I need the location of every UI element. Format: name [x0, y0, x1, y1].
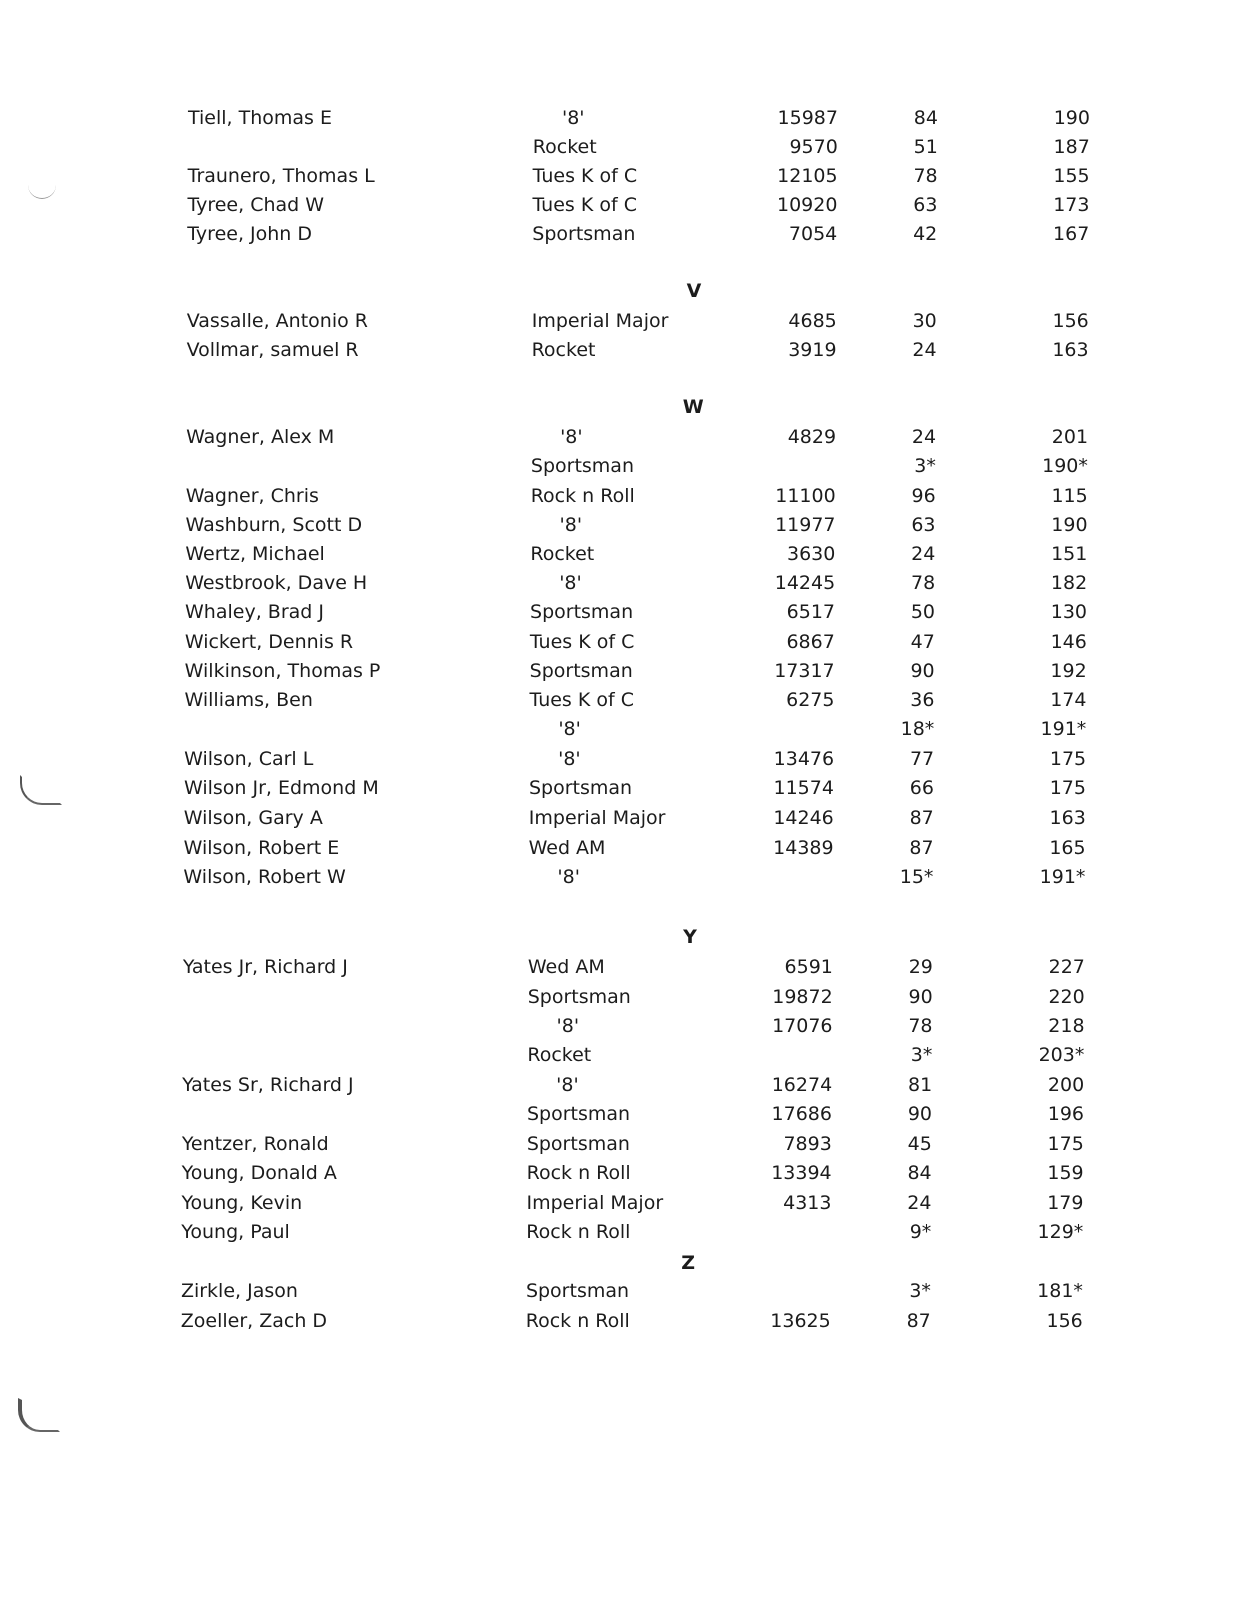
- league-name: Imperial Major: [526, 1192, 664, 1214]
- table-row: [0, 481, 1245, 511]
- bowler-name: Wilson, Robert E: [183, 837, 340, 859]
- games-bowled: 30: [912, 310, 937, 332]
- games-bowled: 81: [907, 1074, 933, 1096]
- games-bowled: 3*: [910, 1044, 933, 1066]
- table-row: [0, 103, 1245, 133]
- average: 174: [1050, 689, 1087, 711]
- average: 151: [1051, 543, 1088, 565]
- table-row: [0, 1011, 1245, 1041]
- bowler-name: Zoeller, Zach D: [180, 1310, 328, 1332]
- average: 165: [1049, 837, 1086, 859]
- games-bowled: 90: [908, 986, 933, 1008]
- games-bowled: 15*: [899, 866, 934, 888]
- average: 115: [1051, 485, 1088, 507]
- average: 191*: [1040, 718, 1087, 740]
- league-name: Tues K of C: [529, 689, 634, 711]
- league-name: Sportsman: [525, 1280, 630, 1302]
- league-name: Wed AM: [528, 837, 606, 859]
- league-name: Tues K of C: [532, 194, 637, 216]
- league-name: Sportsman: [528, 777, 633, 799]
- table-row: [0, 1070, 1245, 1100]
- bowler-name: Whaley, Brad J: [185, 601, 324, 623]
- average: 155: [1053, 165, 1090, 187]
- total-pins: 13394: [771, 1162, 832, 1184]
- table-row: [0, 539, 1245, 569]
- games-bowled: 84: [907, 1162, 932, 1184]
- total-pins: 15987: [777, 107, 838, 129]
- table-row: [0, 422, 1245, 452]
- league-name: Sportsman: [532, 223, 636, 245]
- bowler-name: Wilson, Gary A: [183, 807, 323, 829]
- league-name: Tues K of C: [532, 165, 638, 187]
- bowler-name: Wickert, Dennis R: [184, 631, 354, 653]
- table-row: [0, 306, 1245, 336]
- games-bowled: 78: [913, 165, 938, 187]
- total-pins: 14246: [773, 807, 834, 829]
- total-pins: 6591: [784, 956, 833, 978]
- league-name: '8': [560, 426, 583, 448]
- average: 156: [1046, 1310, 1083, 1332]
- bowler-name: Wilson, Carl L: [184, 748, 314, 770]
- table-row: [0, 597, 1245, 627]
- league-name: Wed AM: [527, 956, 605, 978]
- games-bowled: 29: [908, 956, 933, 978]
- table-row: [0, 190, 1245, 220]
- games-bowled: 90: [910, 660, 935, 682]
- table-row: [0, 1040, 1245, 1070]
- average: 192: [1050, 660, 1087, 682]
- league-name: Imperial Major: [528, 807, 666, 829]
- total-pins: 4829: [787, 426, 837, 448]
- binder-ring-mark: [18, 1398, 60, 1432]
- bowler-name: Wilson Jr, Edmond M: [183, 777, 379, 799]
- total-pins: 6517: [786, 601, 836, 623]
- league-name: Sportsman: [530, 455, 634, 477]
- average: 173: [1053, 194, 1090, 216]
- bowler-name: Traunero, Thomas L: [187, 165, 375, 187]
- league-name: Tues K of C: [529, 631, 635, 653]
- games-bowled: 63: [911, 514, 936, 536]
- games-bowled: 77: [909, 748, 935, 770]
- average: 200: [1047, 1074, 1085, 1096]
- bowler-name: Vollmar, samuel R: [186, 339, 359, 361]
- total-pins: 12105: [777, 165, 838, 187]
- games-bowled: 78: [911, 572, 936, 594]
- games-bowled: 24: [912, 339, 937, 361]
- bowler-name: Williams, Ben: [184, 689, 313, 711]
- section-letter: W: [682, 396, 704, 418]
- bowler-name: Wilkinson, Thomas P: [184, 660, 381, 682]
- average: 159: [1047, 1162, 1084, 1184]
- games-bowled: 84: [913, 107, 938, 129]
- league-name: Rocket: [531, 339, 596, 361]
- league-name: Rock n Roll: [530, 485, 635, 507]
- average: 218: [1048, 1015, 1085, 1037]
- total-pins: 17076: [772, 1015, 833, 1037]
- total-pins: 16274: [771, 1074, 833, 1096]
- bowler-name: Washburn, Scott D: [185, 514, 363, 536]
- league-name: '8': [556, 1015, 580, 1037]
- average: 203*: [1038, 1044, 1085, 1066]
- table-row: [0, 1217, 1245, 1247]
- average: 190: [1053, 107, 1090, 129]
- games-bowled: 96: [911, 485, 936, 507]
- average: 175: [1047, 1133, 1084, 1155]
- table-row: [0, 803, 1245, 833]
- games-bowled: 9*: [909, 1221, 932, 1243]
- table-row: [0, 1276, 1245, 1306]
- games-bowled: 24: [907, 1192, 932, 1214]
- average: 181*: [1037, 1280, 1083, 1302]
- average: 129*: [1037, 1221, 1084, 1243]
- bowler-name: Wagner, Alex M: [186, 426, 335, 448]
- average: 191*: [1039, 866, 1086, 888]
- games-bowled: 50: [910, 601, 936, 623]
- total-pins: 14245: [774, 572, 836, 594]
- average: 196: [1047, 1103, 1084, 1125]
- table-row: [0, 1306, 1245, 1336]
- table-row: [0, 982, 1245, 1012]
- bowler-name: Young, Donald A: [181, 1162, 337, 1184]
- bowler-name: Tyree, Chad W: [187, 194, 325, 216]
- average: 187: [1053, 136, 1090, 158]
- league-name: Sportsman: [530, 601, 634, 623]
- table-row: [0, 335, 1245, 365]
- games-bowled: 47: [910, 631, 935, 653]
- league-name: Rock n Roll: [525, 1310, 630, 1332]
- league-name: Rocket: [527, 1044, 592, 1066]
- section-letter: Z: [681, 1252, 695, 1274]
- table-row: [0, 656, 1245, 686]
- average: 190*: [1042, 455, 1088, 477]
- average: 220: [1048, 986, 1085, 1008]
- games-bowled: 42: [913, 223, 938, 245]
- league-name: Rock n Roll: [526, 1221, 631, 1243]
- table-row: [0, 510, 1245, 540]
- bowler-name: Yentzer, Ronald: [181, 1133, 329, 1155]
- average: 175: [1049, 748, 1087, 770]
- table-row: [0, 833, 1245, 863]
- bowler-name: Young, Kevin: [181, 1192, 303, 1214]
- bowler-name: Wilson, Robert W: [183, 866, 346, 888]
- bowler-name: Westbrook, Dave H: [185, 572, 368, 594]
- league-name: '8': [556, 1074, 579, 1096]
- games-bowled: 45: [907, 1133, 932, 1155]
- table-row: [0, 773, 1245, 803]
- games-bowled: 24: [911, 543, 936, 565]
- league-name: '8': [557, 866, 580, 888]
- games-bowled: 18*: [900, 718, 935, 740]
- table-row: [0, 568, 1245, 598]
- total-pins: 11977: [775, 514, 836, 536]
- bowler-name: Vassalle, Antonio R: [186, 310, 368, 332]
- total-pins: 19872: [772, 986, 833, 1008]
- games-bowled: 90: [907, 1103, 932, 1125]
- league-name: Rocket: [530, 543, 595, 565]
- league-name: Sportsman: [526, 1133, 630, 1155]
- average: 156: [1052, 310, 1089, 332]
- bowler-name: Wertz, Michael: [185, 543, 325, 565]
- average: 130: [1050, 601, 1088, 623]
- league-name: Rocket: [532, 136, 597, 158]
- average: 227: [1048, 956, 1085, 978]
- league-name: Imperial Major: [531, 310, 669, 332]
- average: 167: [1053, 223, 1090, 245]
- average: 163: [1052, 339, 1089, 361]
- games-bowled: 3*: [914, 455, 936, 477]
- league-name: Sportsman: [529, 660, 633, 682]
- table-row: [0, 1188, 1245, 1218]
- bowler-name: Yates Jr, Richard J: [182, 956, 348, 978]
- total-pins: 17317: [774, 660, 835, 682]
- total-pins: 3630: [787, 543, 836, 565]
- games-bowled: 78: [908, 1015, 933, 1037]
- total-pins: 10920: [777, 194, 838, 216]
- games-bowled: 66: [909, 777, 934, 799]
- average: 175: [1049, 777, 1086, 799]
- table-row: [0, 952, 1245, 982]
- games-bowled: 87: [906, 1310, 931, 1332]
- games-bowled: 3*: [909, 1280, 931, 1302]
- total-pins: 14389: [773, 837, 834, 859]
- average: 182: [1050, 572, 1088, 594]
- bowler-name: Wagner, Chris: [185, 485, 319, 507]
- table-row: [0, 627, 1245, 657]
- league-name: '8': [558, 718, 581, 740]
- total-pins: 7054: [788, 223, 838, 245]
- league-name: Sportsman: [527, 1103, 631, 1125]
- table-row: [0, 132, 1245, 162]
- league-name: Rock n Roll: [526, 1162, 631, 1184]
- section-letter: V: [686, 280, 702, 302]
- bowler-name: Yates Sr, Richard J: [182, 1074, 354, 1096]
- bowler-name: Tiell, Thomas E: [187, 107, 332, 129]
- games-bowled: 51: [913, 136, 938, 158]
- table-row: [0, 1158, 1245, 1188]
- games-bowled: 63: [913, 194, 938, 216]
- total-pins: 13625: [770, 1310, 831, 1332]
- bowler-name: Zirkle, Jason: [180, 1280, 298, 1302]
- table-row: [0, 862, 1245, 892]
- table-row: [0, 714, 1245, 744]
- table-row: [0, 1129, 1245, 1159]
- table-row: [0, 1099, 1245, 1129]
- average: 179: [1047, 1192, 1084, 1214]
- total-pins: 3919: [788, 339, 837, 361]
- table-row: [0, 219, 1245, 249]
- total-pins: 11100: [775, 485, 836, 507]
- bowler-name: Young, Paul: [181, 1221, 290, 1243]
- league-name: Sportsman: [527, 986, 631, 1008]
- total-pins: 6275: [786, 689, 835, 711]
- total-pins: 17686: [771, 1103, 832, 1125]
- table-row: [0, 451, 1245, 481]
- table-row: [0, 685, 1245, 715]
- table-row: [0, 744, 1245, 774]
- total-pins: 9570: [789, 136, 838, 158]
- total-pins: 4685: [788, 310, 837, 332]
- section-letter: Y: [683, 926, 697, 948]
- average: 201: [1051, 426, 1089, 448]
- league-name: '8': [559, 572, 582, 594]
- games-bowled: 36: [910, 689, 935, 711]
- league-name: '8': [559, 514, 583, 536]
- total-pins: 7893: [783, 1133, 832, 1155]
- games-bowled: 24: [911, 426, 937, 448]
- total-pins: 11574: [773, 777, 834, 799]
- league-name: '8': [558, 748, 581, 770]
- total-pins: 4313: [783, 1192, 832, 1214]
- games-bowled: 87: [909, 807, 934, 829]
- bowler-name: Tyree, John D: [187, 223, 313, 245]
- table-row: [0, 161, 1245, 191]
- games-bowled: 87: [909, 837, 934, 859]
- total-pins: 6867: [786, 631, 835, 653]
- average: 190: [1051, 514, 1088, 536]
- total-pins: 13476: [773, 748, 835, 770]
- average: 146: [1050, 631, 1087, 653]
- league-name: '8': [561, 107, 585, 129]
- average: 163: [1049, 807, 1086, 829]
